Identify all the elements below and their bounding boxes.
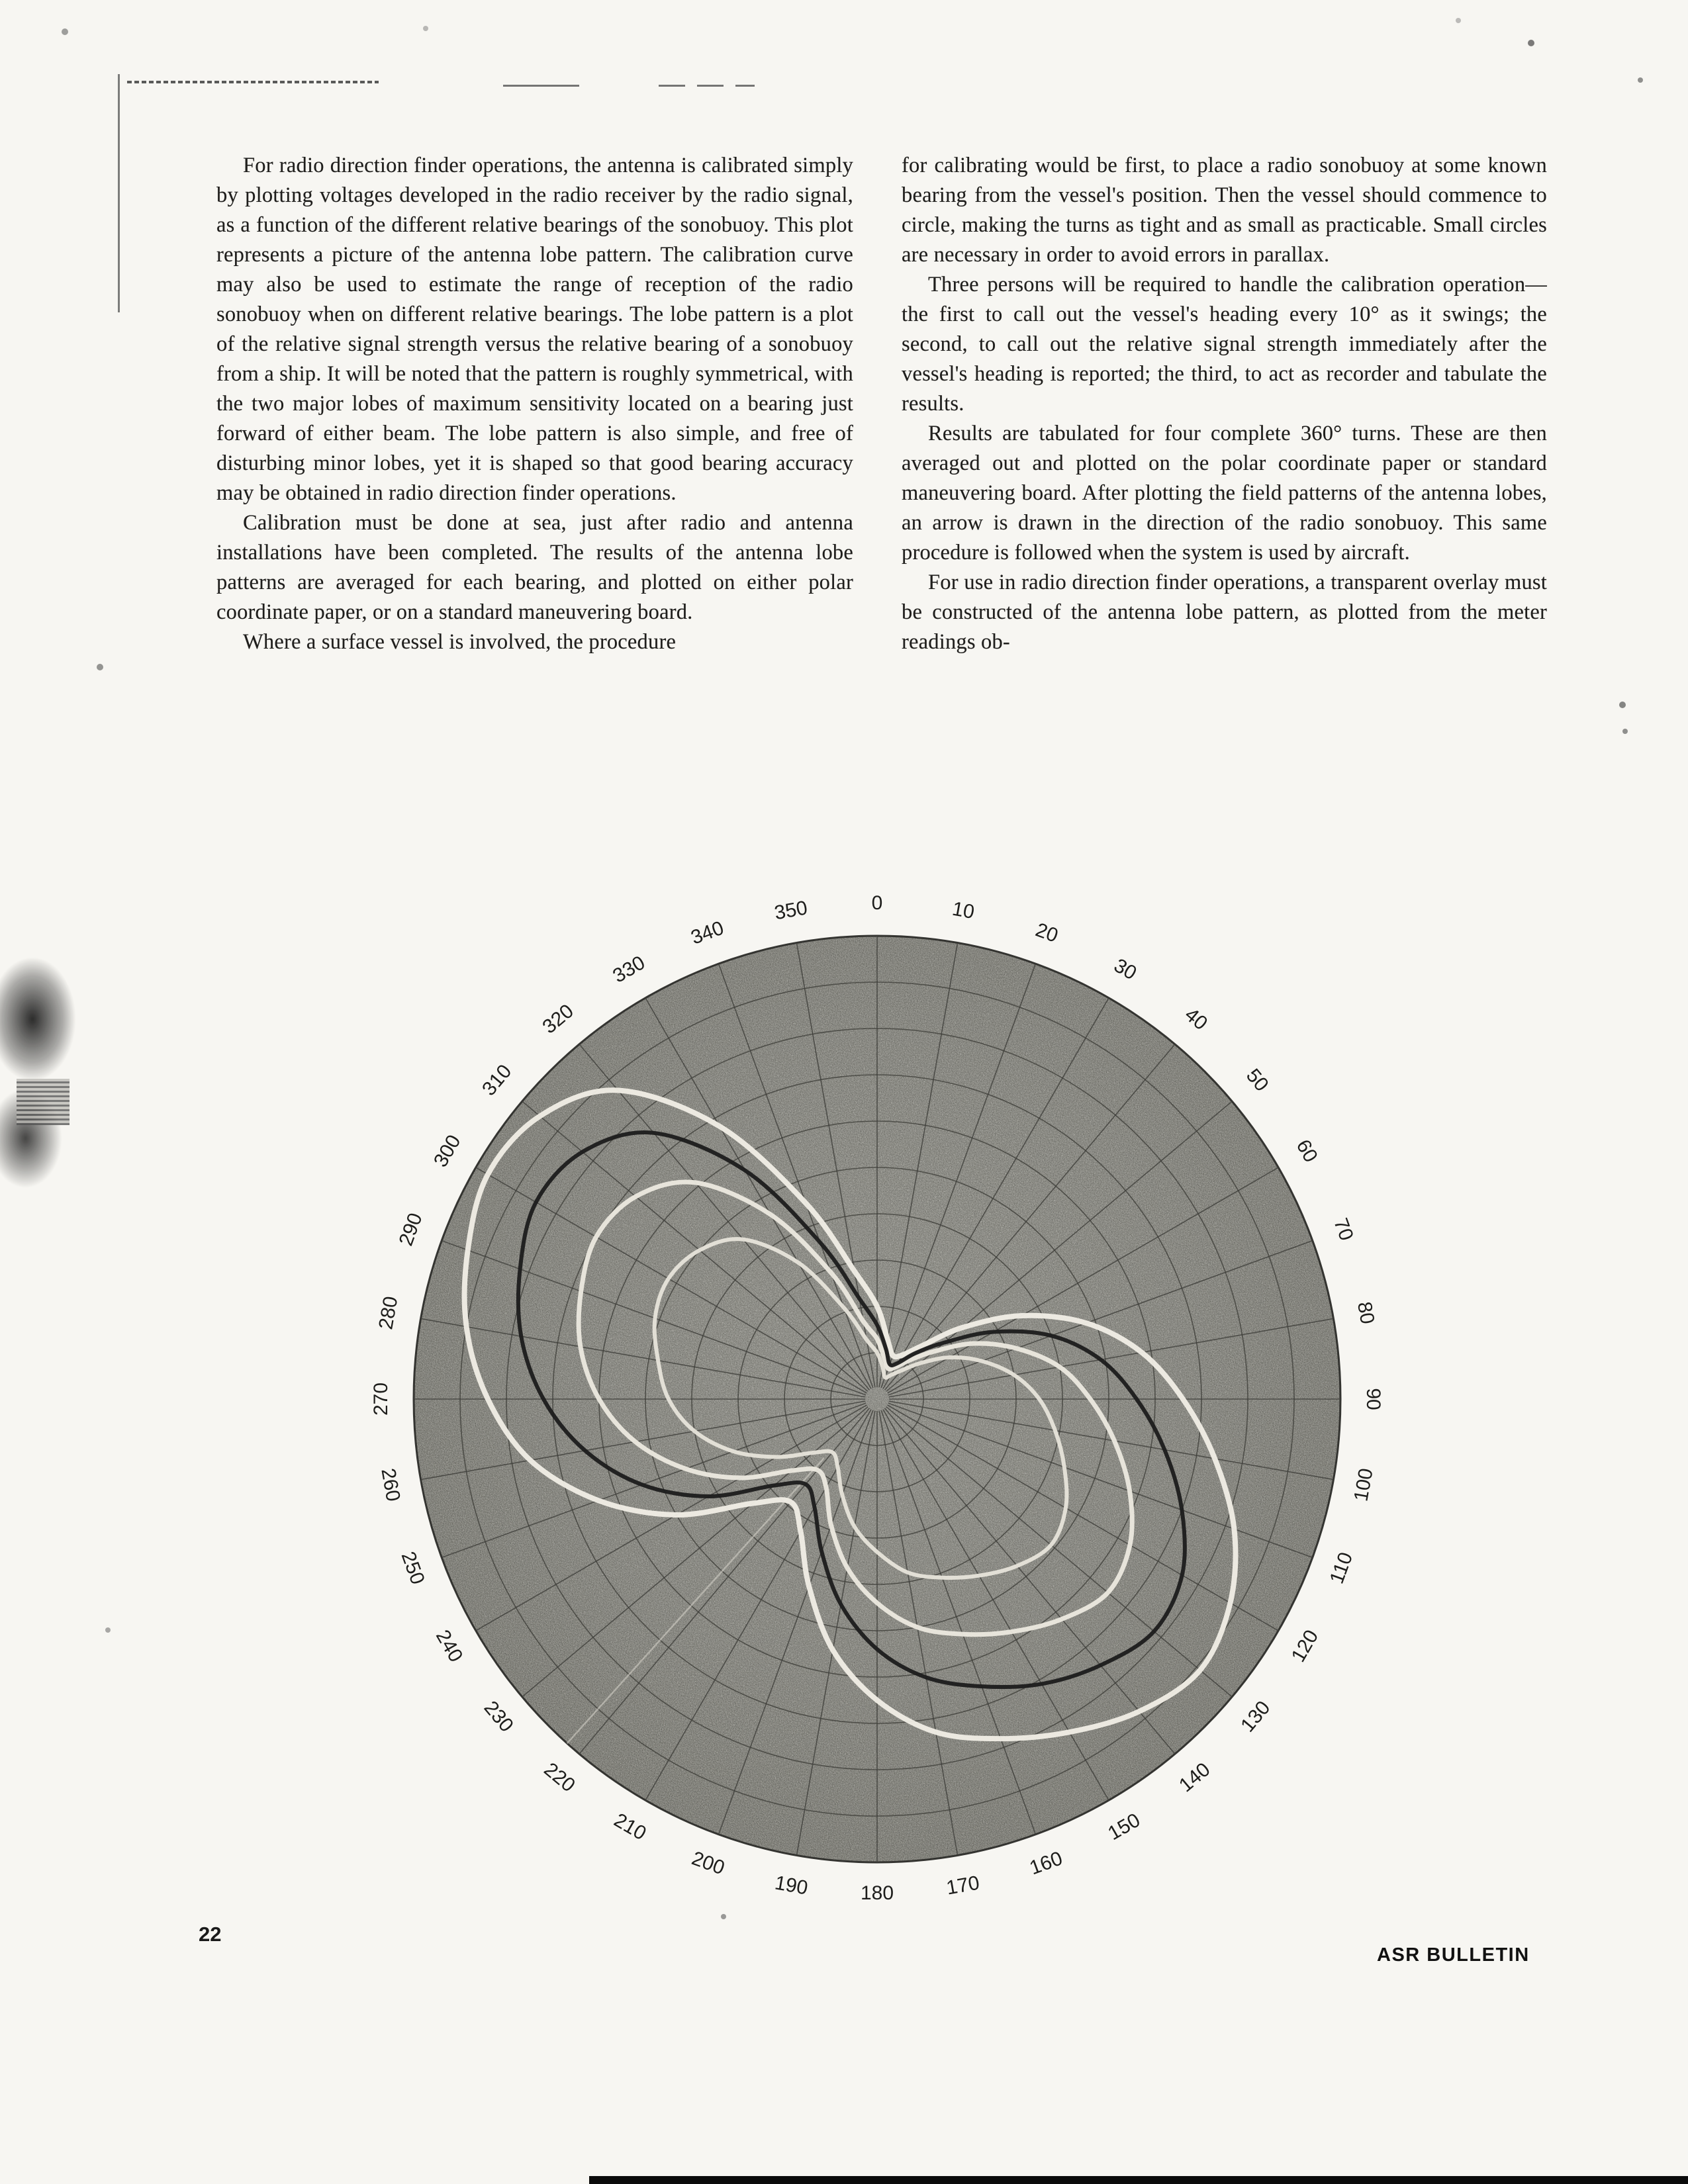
degree-label: 90: [1362, 1388, 1385, 1410]
degree-label: 320: [538, 1000, 578, 1038]
degree-label: 230: [479, 1697, 518, 1737]
left-text-column: [216, 151, 853, 657]
degree-label: 170: [945, 1872, 982, 1899]
degree-label: 310: [478, 1060, 516, 1100]
degree-label: 340: [688, 917, 727, 949]
degree-label: 20: [1033, 919, 1061, 947]
scan-artifact-dash: [659, 85, 755, 87]
paragraph-continuation: for calibrating would be first, to place a radio sonobuoy at some known bearing from the vessel's position. Then the vessel should commence to circle, making the turns as tight and as small as practicable. Small circles are necessary in order to avoid errors in parallax.: [902, 154, 1547, 267]
degree-label: 110: [1325, 1549, 1358, 1587]
degree-label: 210: [610, 1809, 650, 1845]
degree-label: 270: [369, 1382, 392, 1416]
degree-label: 100: [1350, 1467, 1378, 1504]
degree-label: 200: [688, 1847, 727, 1880]
bulletin-title: ASR BULLETIN: [1377, 1944, 1530, 1966]
paragraph: Calibration must be done at sea, just after radio and antenna installations have been completed. The results of the antenna lobe patterns are averaged for each bearing, and plotted on either polar coordinate paper, or on a standard maneuvering board.: [216, 511, 853, 624]
antenna-lobe-pattern-chart: [354, 876, 1400, 1922]
paragraph: Three persons will be required to handle the calibration operation—the first to call out the vessel's heading every 10° as it swings; the second, to call out the relative signal strength immediately after the vessel's heading is reported; the third, to act as recorder and tabulate the results.: [902, 273, 1547, 416]
degree-label: 190: [773, 1872, 810, 1899]
degree-label: 250: [397, 1549, 429, 1588]
scan-artifact-dash: [503, 85, 579, 87]
paragraph: For use in radio direction finder operations, a transparent overlay must be constructed of the antenna lobe pattern, as plotted from the meter readings ob-: [902, 570, 1547, 654]
degree-label: 300: [430, 1131, 465, 1171]
degree-label: 80: [1353, 1300, 1379, 1326]
degree-label: 130: [1237, 1697, 1275, 1737]
degree-label: 260: [377, 1467, 404, 1504]
paragraph: For radio direction finder operations, the antenna is calibrated simply by plotting voltages developed in the radio receiver by the radio signal, as a function of the different relative bearings of the sonobuoy. This plot represents a picture of the antenna lobe pattern. The calibration curve may also be used to estimate the range of reception of the radio sonobuoy when on different relative bearings. The lobe pattern is a plot of the relative signal strength versus the relative bearing of a sonobuoy from a ship. It will be noted that the pattern is roughly symmetrical, with the two major lobes of maximum sensitivity located on a bearing just forward of either beam. The lobe pattern is also simple, and free of disturbing minor lobes, yet it is shaped so that good bearing accuracy may be obtained in radio direction finder operations.: [216, 154, 853, 505]
degree-label: 0: [871, 891, 883, 914]
scan-artifact-vertical-line: [118, 74, 120, 312]
degree-label: 160: [1027, 1847, 1066, 1880]
degree-label: 60: [1291, 1136, 1322, 1166]
degree-label: 350: [773, 897, 810, 925]
scan-artifact-blotch: [0, 940, 116, 1205]
degree-label: 140: [1175, 1758, 1215, 1797]
degree-label: 40: [1180, 1003, 1212, 1035]
scan-artifact-specks: [0, 0, 4, 4]
degree-label: 180: [860, 1882, 894, 1904]
scan-artifact-dashes: [127, 81, 379, 83]
degree-label: 30: [1110, 954, 1141, 985]
degree-label: 70: [1329, 1215, 1358, 1244]
scan-artifact-halftone: [17, 1079, 70, 1125]
degree-label: 280: [375, 1295, 402, 1332]
page-number: 22: [199, 1923, 222, 1946]
degree-label: 50: [1241, 1064, 1273, 1096]
degree-label: 150: [1104, 1809, 1145, 1845]
degree-label: 240: [431, 1626, 467, 1666]
right-text-column: [902, 151, 1547, 657]
degree-label: 220: [539, 1758, 579, 1797]
degree-label: 10: [950, 897, 976, 923]
scan-artifact-bottom-edge: [589, 2176, 1688, 2184]
degree-label: 330: [609, 952, 649, 987]
degree-label: 290: [395, 1210, 427, 1249]
paragraph: Results are tabulated for four complete 360° turns. These are then averaged out and plotted on the polar coordinate paper or standard maneuvering board. After plotting the field patterns of the antenna lobes, an arrow is drawn in the direction of the radio sonobuoy. This same procedure is followed when the system is used by aircraft.: [902, 422, 1547, 565]
degree-label: 120: [1287, 1626, 1323, 1666]
paragraph: Where a surface vessel is involved, the procedure: [243, 630, 677, 654]
